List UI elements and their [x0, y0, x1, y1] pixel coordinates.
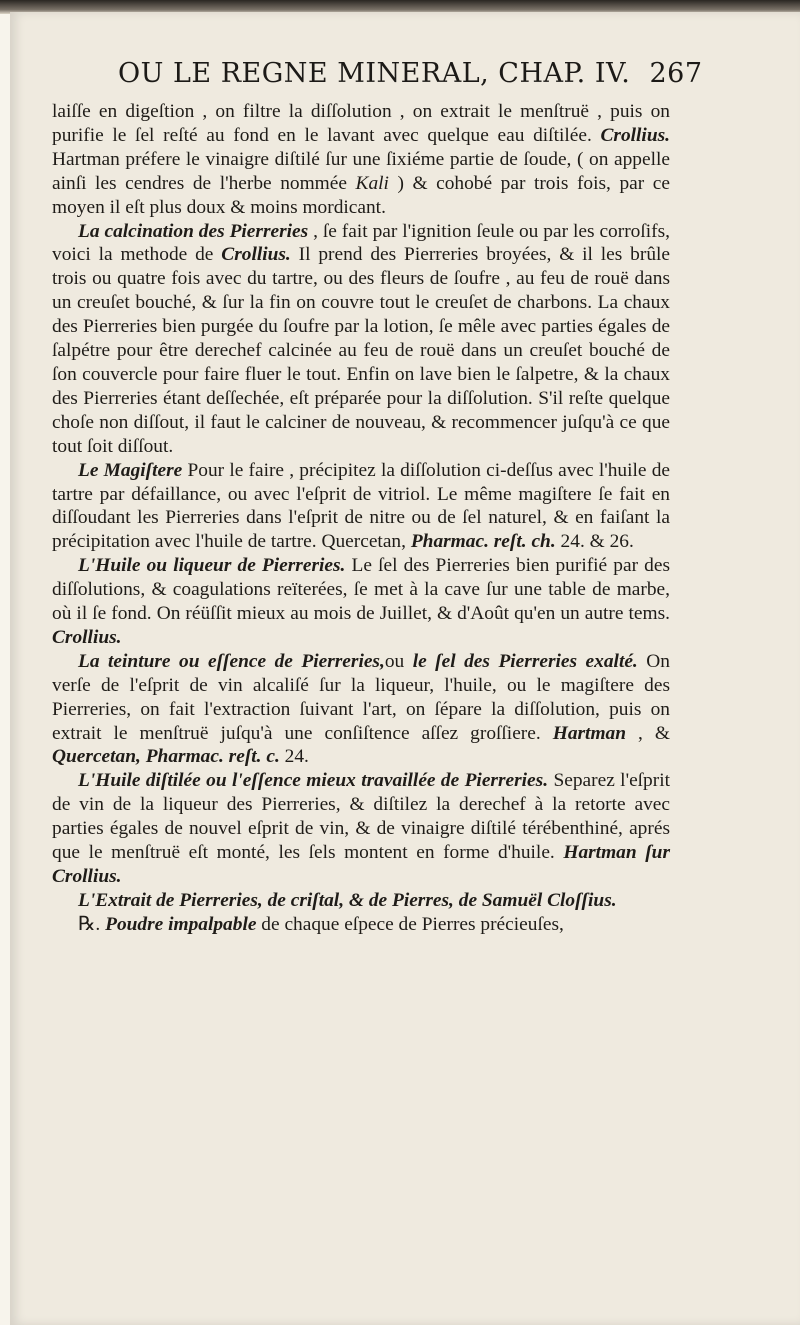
- text-run: le ſel des Pierreries exalté.: [412, 650, 638, 672]
- running-title: OU LE REGNE MINERAL, CHAP. IV.: [118, 58, 631, 89]
- running-header: [118, 58, 703, 89]
- paragraph: [52, 100, 670, 220]
- text-run: Separez l'eſprit de vin de la liqueur des Pierreries, & diſtilez la derechef à la retorte avec parties égales de nouvel eſprit de vin, & de vinaigre diſtilé térébenthiné, aprés que le menſtruë eſt monté, les ſels montent en forme d'huile.: [52, 770, 670, 864]
- text-run: 24.: [279, 746, 309, 768]
- text-run: On verſe de l'eſprit de vin alcaliſé ſur la liqueur, l'huile, ou le magiſtere des Pierreries, on fait l'extraction ſuivant l'art, on ſépare la diſſolution, puis on extrait le menſtruë juſqu'à une conſiſtence aſſez groſſiere.: [52, 650, 670, 744]
- text-run: L'Huile ou liqueur de Pierreries.: [78, 555, 346, 577]
- paragraph: [52, 220, 670, 459]
- text-run: Hartman ſur Crollius.: [52, 842, 670, 887]
- text-run: Quercetan, Pharmac. reſt. c.: [52, 746, 280, 768]
- text-run: Poudre impalpable: [105, 913, 257, 935]
- text-run: Hartman: [552, 722, 627, 744]
- text-run: ou: [384, 650, 413, 672]
- text-run: Pharmac. reſt. ch.: [410, 531, 556, 553]
- text-run: , &: [626, 722, 670, 744]
- text-run: 24. & 26.: [555, 531, 634, 553]
- page-number: 267: [649, 58, 703, 89]
- text-run: Crollius.: [600, 124, 670, 146]
- text-run: L'Huile diſtilée ou l'eſſence mieux travaillée de Pierreries.: [78, 770, 549, 792]
- text-run: , ſe fait par l'ignition ſeule ou par les corroſifs, voici la methode de: [52, 220, 670, 266]
- paragraph: [52, 889, 670, 913]
- paragraph: [52, 769, 670, 889]
- text-run: Pour le faire , précipitez la diſſolution ci-deſſus avec l'huile de tartre par défaillance, ou avec l'eſprit de vitriol. Le même magiſtere ſe fait en diſſoudant les Pierreries dans l'eſprit de nitre ou de ſel naturel, & en faiſant la précipitation avec l'huile de tartre. Quercetan,: [52, 459, 671, 553]
- text-run: Le Magiſtere: [78, 459, 183, 481]
- text-run: Kali: [355, 172, 389, 194]
- text-run: ) & cohobé par trois fois, par ce moyen il eſt plus doux & moins mordicant.: [52, 172, 670, 218]
- text-run: de chaque eſpece de Pierres précieuſes,: [256, 913, 564, 935]
- text-run: Crollius.: [221, 244, 291, 266]
- text-run: La teinture ou eſſence de Pierreries,: [78, 650, 385, 672]
- paragraph: [52, 459, 670, 555]
- text-run: Il prend des Pierreries broyées, & il les brûle trois ou quatre fois avec du tartre, ou des fleurs de ſoufre , au feu de rouë dans un creuſet bouché, & ſur la fin on couvre tout le creuſet de charbons. La chaux des Pierreries bien purgée du ſoufre par la lotion, ſe mêle avec parties égales de ſalpétre pour être derechef calcinée au feu de rouë dans un creuſet bouché de ſon couvercle pour faire fluer le tout. Enfin on lave bien le ſalpetre, & la chaux des Pierreries étant deſſechée, eſt préparée pour la diſſolution. S'il reſte quelque choſe non diſſout, il faut le calciner de nouveau, & recommencer juſqu'à ce que tout ſoit diſſout.: [52, 244, 671, 457]
- paragraph: [52, 554, 670, 650]
- text-run: Le ſel des Pierreries bien purifié par des diſſolutions, & coagulations reïterées, ſe met à la cave ſur une table de marbe, où il ſe fond. On réüſſit mieux au mois de Juillet, & d'Août qu'en un autre tems.: [52, 555, 670, 625]
- text-run: Hartman préfere le vinaigre diſtilé ſur une ſixiéme partie de ſoude, ( on appelle ainſi les cendres de l'herbe nommée: [52, 148, 670, 194]
- body-text: [52, 100, 670, 937]
- text-run: laiſſe en digeſtion , on filtre la diſſolution , on extrait le menſtruë , puis on purifie le ſel reſté au fond en le lavant avec quelque eau diſtilée.: [52, 101, 670, 146]
- text-run: Crollius.: [52, 626, 122, 648]
- text-run: ℞.: [78, 913, 106, 935]
- paragraph: [52, 650, 670, 770]
- paragraph: [52, 913, 670, 937]
- text-run: L'Extrait de Pierreries, de criſtal, & de Pierres, de Samuël Cloſſius.: [78, 889, 617, 911]
- text-run: La calcination des Pierreries: [78, 220, 309, 242]
